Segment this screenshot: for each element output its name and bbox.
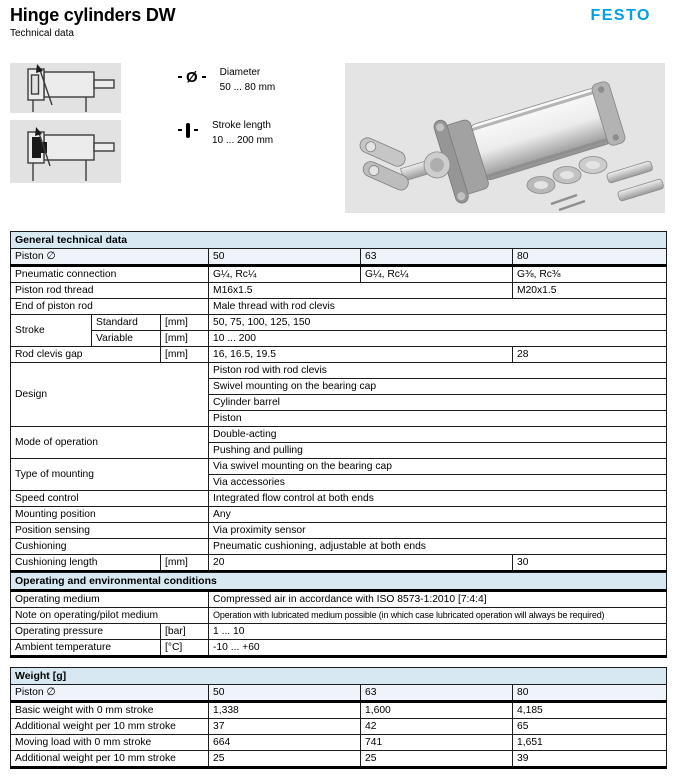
weight-table [10,667,666,769]
row-unit: [°C] [161,640,209,657]
cell: 664 [209,735,361,751]
cell: 25 [209,751,361,768]
cell: Pushing and pulling [209,443,667,459]
row-label: Basic weight with 0 mm stroke [11,702,209,719]
row-label: Piston rod thread [11,283,209,299]
cell: Double-acting [209,427,667,443]
tick-mark [178,129,182,131]
table-row [11,751,667,768]
diameter-glyph: Ø [186,68,198,86]
row-label: Operating medium [11,591,209,608]
cell: 65 [513,719,667,735]
piston-diameter-row [11,685,667,702]
table-row [11,591,667,608]
cell: 1,651 [513,735,667,751]
cylinder-schematic-icon [10,63,121,113]
diameter-icon [178,68,206,86]
row-sublabel: Variable [92,331,161,347]
page-subtitle: Technical data [10,28,74,39]
column-header: 50 [209,249,361,266]
cylinder-pictogram-1 [10,63,121,113]
cell: G⅜, Rc⅜ [513,266,667,283]
data-table [10,572,667,658]
row-label: Additional weight per 10 mm stroke [11,719,209,735]
feature-stroke-length [178,120,273,147]
table-row [11,507,667,523]
cell: 30 [513,555,667,572]
cell: Compressed air in accordance with ISO 8573-1:2010 [7:4:4] [209,591,667,608]
cell: M16x1.5 [209,283,513,299]
stroke-length-icon [178,121,198,139]
table-row [11,315,667,331]
column-header: 50 [209,685,361,702]
row-label: Note on operating/pilot medium [11,608,209,624]
column-header: 80 [513,685,667,702]
table-row [11,299,667,315]
cell: 741 [361,735,513,751]
feature-stroke-text [212,120,273,147]
piston-label: Piston ∅ [11,685,209,702]
data-table [10,231,667,573]
cell: Pneumatic cushioning, adjustable at both ends [209,539,667,555]
cell: 16, 16.5, 19.5 [209,347,513,363]
feature-range: 50 ... 80 mm [219,82,276,93]
cell: 50, 75, 100, 125, 150 [209,315,667,331]
row-label: Stroke [11,315,92,347]
table-row [11,331,667,347]
row-label: Mounting position [11,507,209,523]
piston-diameter-row [11,249,667,266]
cell: -10 ... +60 [209,640,667,657]
cylinder-pictogram-2 [10,120,121,183]
cell: Swivel mounting on the bearing cap [209,379,667,395]
table-row [11,363,667,379]
row-label: Operating pressure [11,624,161,640]
row-unit: [mm] [161,347,209,363]
column-header: 80 [513,249,667,266]
table-row [11,702,667,719]
cell: Piston rod with rod clevis [209,363,667,379]
table-row [11,624,667,640]
row-unit: [mm] [161,331,209,347]
table-row [11,347,667,363]
table-row [11,491,667,507]
table-row [11,640,667,657]
cell: Operation with lubricated medium possible (in which case lubricated operation will always be required) [209,608,667,624]
feature-diameter [178,67,275,94]
row-label: Rod clevis gap [11,347,161,363]
table-title: Weight [g] [11,668,667,685]
table-row [11,719,667,735]
table-row [11,555,667,572]
feature-diameter-text [220,67,276,94]
cell: 42 [361,719,513,735]
product-photo [345,63,665,213]
product-photo-illustration [345,63,665,213]
cell: Via accessories [209,475,667,491]
row-label: Cushioning [11,539,209,555]
row-label: Position sensing [11,523,209,539]
row-unit: [mm] [161,315,209,331]
table-row [11,523,667,539]
row-label: Cushioning length [11,555,161,572]
table-row [11,427,667,443]
column-header: 63 [361,685,513,702]
operating-conditions-table [10,572,666,658]
table-row [11,459,667,475]
cell: M20x1.5 [513,283,667,299]
table-header-band [11,232,667,249]
cell: 25 [361,751,513,768]
page-title: Hinge cylinders DW [10,5,176,25]
tick-mark [202,76,206,78]
table-row [11,283,667,299]
row-label: Ambient temperature [11,640,161,657]
row-label: Design [11,363,209,427]
cell: Integrated flow control at both ends [209,491,667,507]
cell: Cylinder barrel [209,395,667,411]
table-title: Operating and environmental conditions [11,573,667,591]
cell: Piston [209,411,667,427]
cell: 37 [209,719,361,735]
table-header-band [11,573,667,591]
table-header-band [11,668,667,685]
cell: Male thread with rod clevis [209,299,667,315]
row-unit: [mm] [161,555,209,572]
cell: 28 [513,347,667,363]
row-sublabel: Standard [92,315,161,331]
cell: Via swivel mounting on the bearing cap [209,459,667,475]
row-label: Moving load with 0 mm stroke [11,735,209,751]
cell: 1,338 [209,702,361,719]
table-row [11,539,667,555]
table-row [11,608,667,624]
festo-logo: FESTO [590,7,651,24]
cell: 1,600 [361,702,513,719]
piston-label: Piston ∅ [11,249,209,266]
tick-mark [194,129,198,131]
general-technical-data-table [10,231,666,573]
row-label: End of piston rod [11,299,209,315]
feature-label: Stroke length [212,120,271,131]
row-label: Speed control [11,491,209,507]
feature-label: Diameter [219,67,261,78]
cylinder-cushioning-schematic-icon [10,120,121,183]
cell: G¼, Rc¼ [361,266,513,283]
column-header: 63 [361,249,513,266]
feature-range: 10 ... 200 mm [212,135,274,146]
stroke-bar-glyph [186,123,190,138]
table-row [11,266,667,283]
row-label: Pneumatic connection [11,266,209,283]
cell: 4,185 [513,702,667,719]
cell: Any [209,507,667,523]
cell: 10 ... 200 [209,331,667,347]
cell: G¼, Rc¼ [209,266,361,283]
row-label: Mode of operation [11,427,209,459]
table-title: General technical data [11,232,667,249]
row-label: Type of mounting [11,459,209,491]
row-label: Additional weight per 10 mm stroke [11,751,209,768]
tick-mark [178,76,182,78]
cell: 39 [513,751,667,768]
cell: 20 [209,555,513,572]
data-table [10,667,667,769]
table-row [11,735,667,751]
row-unit: [bar] [161,624,209,640]
cell: 1 ... 10 [209,624,667,640]
cell: Via proximity sensor [209,523,667,539]
